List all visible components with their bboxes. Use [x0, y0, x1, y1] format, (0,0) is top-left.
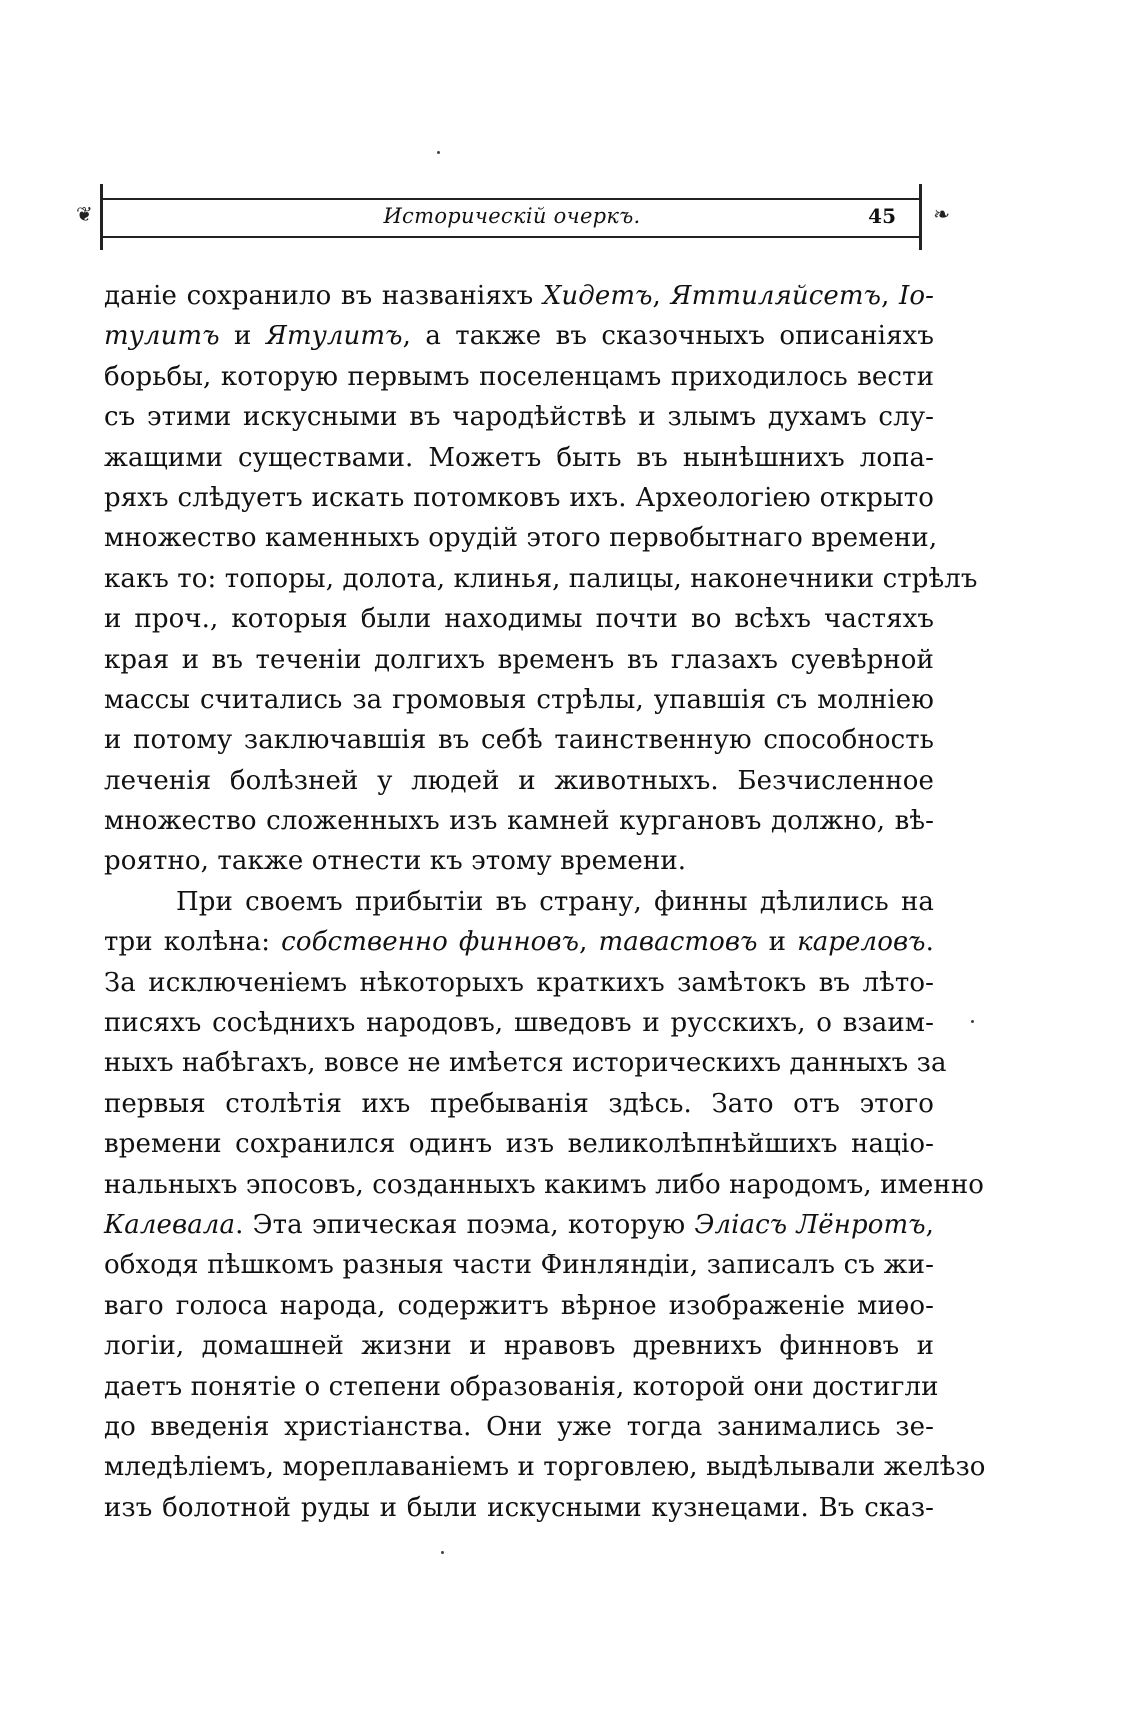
- text-run: борьбы, которую первымъ поселенцамъ приходилось вести: [104, 361, 934, 392]
- text-line: [104, 841, 934, 881]
- italic-term: Хидетъ: [542, 281, 653, 311]
- text-run: изъ болотной руды и были искусными кузнецами. Въ сказ-: [104, 1492, 934, 1523]
- text-line: [104, 438, 934, 478]
- text-run: какъ то: топоры, долота, клинья, палицы, наконечники стрѣлъ: [104, 563, 978, 594]
- text-line: [104, 720, 934, 760]
- text-line: [104, 1407, 934, 1447]
- text-run: роятно, также отнести къ этому времени.: [104, 846, 687, 877]
- running-title: Историческій очеркъ.: [383, 204, 641, 228]
- text-run: массы считались за громовыя стрѣлы, упавшія съ молніею: [104, 684, 934, 715]
- text-run: ,: [925, 1209, 935, 1240]
- fleuron-right-icon: ❧: [933, 202, 950, 226]
- running-header: [76, 192, 950, 242]
- text-run: до введенія христіанства. Они уже тогда занимались зе-: [104, 1411, 934, 1442]
- text-line: [104, 1084, 934, 1124]
- italic-term: кареловъ: [797, 927, 926, 958]
- text-line: [104, 1124, 934, 1164]
- text-line: [104, 761, 934, 801]
- italic-term: Ятулитъ: [265, 321, 403, 352]
- italic-term: Калевала: [104, 1209, 236, 1240]
- text-line: [104, 518, 938, 558]
- italic-term: Яттиляйсетъ: [670, 281, 882, 311]
- text-line: [104, 882, 934, 922]
- text-line: [104, 1367, 939, 1407]
- text-line: [104, 357, 934, 397]
- text-run: ряхъ слѣдуетъ искать потомковъ ихъ. Археологіею открыто: [104, 482, 934, 513]
- text-run: и: [219, 321, 266, 352]
- text-line: [104, 1003, 934, 1043]
- text-run: и потому заключавшія въ себѣ таинственную способность: [104, 725, 934, 756]
- text-line: [104, 1165, 985, 1205]
- italic-term: Іо-: [899, 281, 935, 311]
- text-run: леченія болѣзней у людей и животныхъ. Безчисленное: [104, 765, 934, 796]
- text-line: [104, 316, 934, 356]
- text-line: [104, 1286, 934, 1326]
- text-run: ,: [579, 927, 599, 958]
- text-line: [104, 1245, 934, 1285]
- print-speck: [441, 1551, 444, 1554]
- text-run: и: [757, 927, 798, 958]
- text-line: [104, 599, 934, 639]
- text-run: ,: [652, 281, 671, 311]
- body-text: [104, 276, 986, 1528]
- italic-term: собственно финновъ: [281, 927, 580, 958]
- text-run: нальныхъ эпосовъ, созданныхъ какимъ либо народомъ, именно: [104, 1169, 985, 1200]
- paragraph: [104, 276, 978, 882]
- text-run: , а также въ сказочныхъ описаніяхъ: [402, 321, 934, 352]
- print-speck: [971, 1020, 974, 1023]
- text-line: [104, 1488, 934, 1528]
- text-run: ,: [881, 281, 900, 311]
- header-rule-bottom: [102, 236, 922, 238]
- italic-term: тавастовъ: [598, 927, 758, 958]
- text-line: [104, 478, 934, 518]
- text-run: съ этими искусными въ чародѣйствѣ и злымъ духамъ слу-: [104, 402, 934, 433]
- text-line: [104, 963, 934, 1003]
- text-line: [104, 1205, 934, 1245]
- text-run: первыя столѣтія ихъ пребыванія здѣсь. Зато отъ этого: [104, 1088, 934, 1119]
- text-run: и проч., которыя были находимы почти во всѣхъ частяхъ: [104, 604, 934, 635]
- text-run: писяхъ сосѣднихъ народовъ, шведовъ и русскихъ, о взаим-: [104, 1008, 934, 1039]
- text-line: [104, 922, 934, 962]
- text-line: [104, 1326, 934, 1366]
- text-line: [104, 680, 934, 720]
- text-line: [104, 640, 934, 680]
- text-line: [104, 1043, 947, 1083]
- text-run: даетъ понятіе о степени образованія, которой они достигли: [104, 1371, 939, 1402]
- italic-term: Эліасъ Лёнротъ: [694, 1209, 926, 1240]
- text-run: ныхъ набѣгахъ, вовсе не имѣется историческихъ данныхъ за: [104, 1048, 947, 1079]
- text-run: три колѣна:: [104, 927, 282, 958]
- text-line: [104, 276, 934, 316]
- text-run: времени сохранился одинъ изъ великолѣпнѣйшихъ націо-: [104, 1129, 934, 1160]
- text-run: мледѣліемъ, мореплаваніемъ и торговлею, выдѣлывали желѣзо: [104, 1452, 986, 1483]
- fleuron-left-icon: ❦: [76, 202, 93, 226]
- text-run: жащими существами. Можетъ быть въ нынѣшнихъ лопа-: [104, 442, 934, 473]
- italic-term: тулитъ: [104, 321, 220, 352]
- text-line: [104, 559, 978, 599]
- text-run: логіи, домашней жизни и нравовъ древнихъ финновъ и: [104, 1331, 934, 1362]
- text-run: . Эта эпическая поэма, которую: [235, 1209, 695, 1240]
- paragraph: [104, 882, 986, 1528]
- print-speck: [437, 151, 440, 154]
- text-run: .: [925, 927, 934, 958]
- header-rule-top: [102, 198, 922, 200]
- text-run: ваго голоса народа, содержитъ вѣрное изображеніе миѳо-: [104, 1290, 934, 1321]
- text-run: края и въ теченіи долгихъ временъ въ глазахъ суевѣрной: [104, 644, 934, 675]
- text-run: даніе сохранило въ названіяхъ: [104, 281, 543, 311]
- page-number: 45: [868, 204, 896, 228]
- text-line: [104, 801, 934, 841]
- text-run: множество сложенныхъ изъ камней кургановъ должно, вѣ-: [104, 806, 934, 837]
- text-run: При своемъ прибытіи въ страну, финны дѣлились на: [176, 886, 934, 917]
- text-run: обходя пѣшкомъ разныя части Финляндіи, записалъ съ жи-: [104, 1250, 934, 1281]
- text-line: [104, 397, 934, 437]
- text-line: [104, 1447, 986, 1487]
- text-run: За исключеніемъ нѣкоторыхъ краткихъ замѣтокъ въ лѣто-: [104, 967, 934, 998]
- text-run: множество каменныхъ орудій этого первобытнаго времени,: [104, 523, 938, 554]
